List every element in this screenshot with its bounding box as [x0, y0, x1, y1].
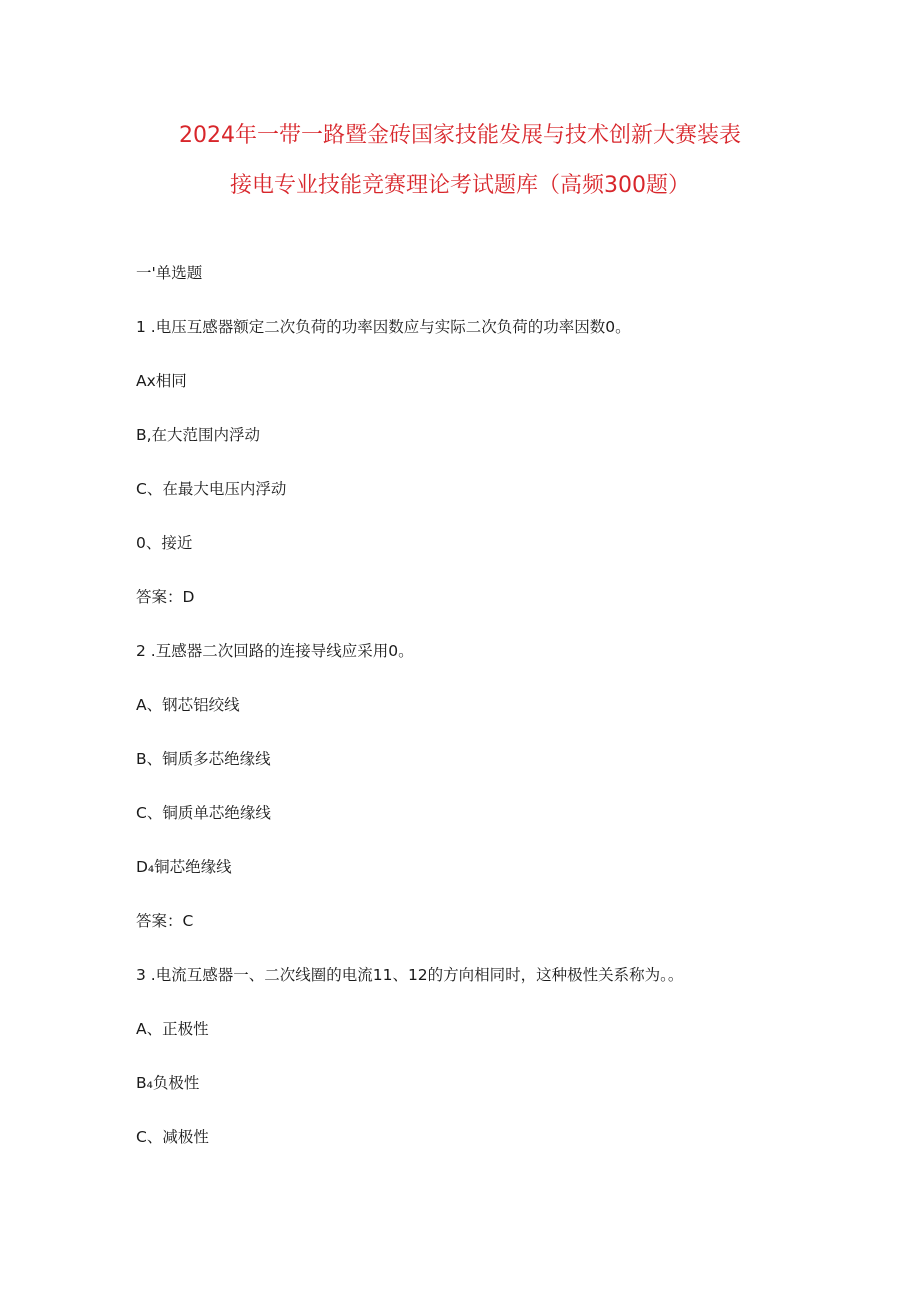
document-title-line-2: 接电专业技能竞赛理论考试题库（高频300题） [230, 173, 690, 198]
question-1-option-a: Ax相同 [136, 372, 187, 390]
question-1-option-c: C、在最大电压内浮动 [136, 480, 287, 498]
question-2-option-d: D₄铜芯绝缘线 [136, 858, 232, 876]
question-3-stem: 3 .电流互感器一、二次线圈的电流11、12的方向相同时，这种极性关系称为。。 [136, 966, 684, 984]
question-1-answer: 答案：D [136, 588, 195, 606]
question-3-option-b: B₄负极性 [136, 1074, 200, 1092]
question-2-stem: 2 .互感器二次回路的连接导线应采用0。 [136, 642, 414, 660]
section-heading: 一'单选题 [136, 264, 203, 282]
question-1-stem: 1 .电压互感器额定二次负荷的功率因数应与实际二次负荷的功率因数0。 [136, 318, 631, 336]
question-2-answer: 答案：C [136, 912, 194, 930]
question-3-option-a: A、正极性 [136, 1020, 209, 1038]
question-2-option-b: B、铜质多芯绝缘线 [136, 750, 271, 768]
question-1-option-b: B,在大范围内浮动 [136, 426, 261, 444]
question-3-option-c: C、减极性 [136, 1128, 209, 1146]
document-title-line-1: 2024年一带一路暨金砖国家技能发展与技术创新大赛装表 [179, 123, 741, 148]
question-2-option-c: C、铜质单芯绝缘线 [136, 804, 271, 822]
question-1-option-d: 0、接近 [136, 534, 193, 552]
question-2-option-a: A、钢芯铝绞线 [136, 696, 240, 714]
